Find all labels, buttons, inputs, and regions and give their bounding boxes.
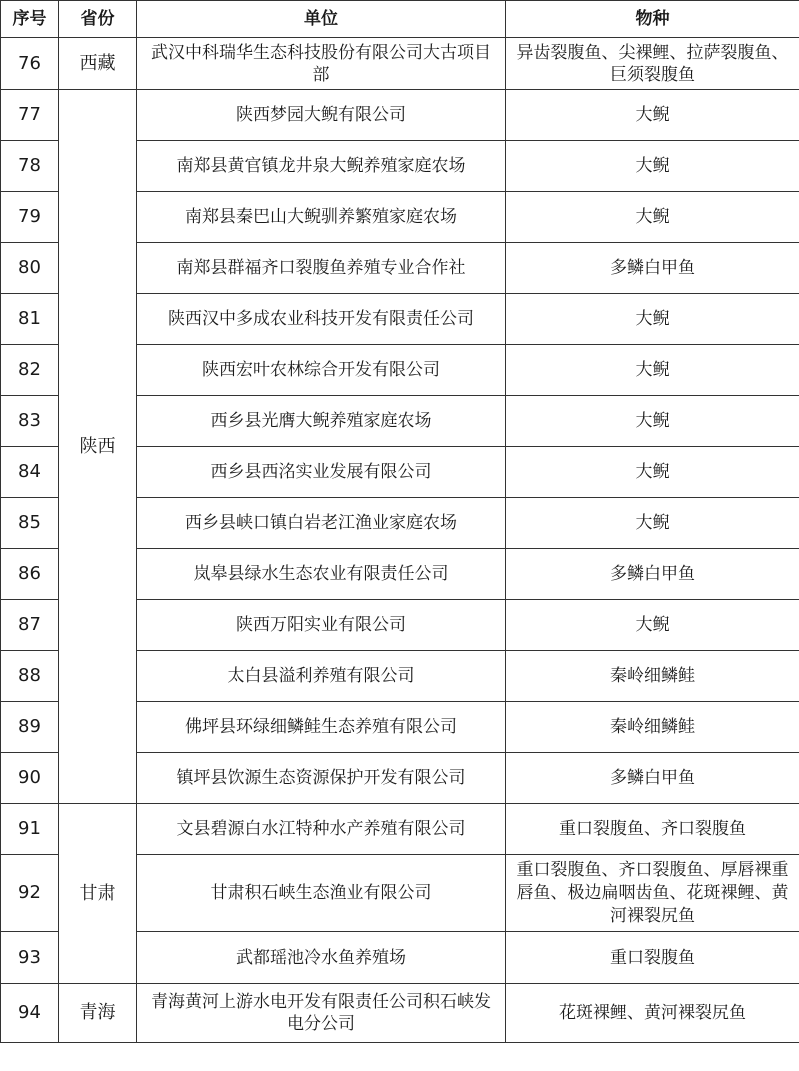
row-unit: 甘肃积石峡生态渔业有限公司 [137, 855, 506, 932]
row-species: 大鲵 [506, 192, 799, 243]
row-unit: 武汉中科瑞华生态科技股份有限公司大古项目部 [137, 38, 506, 90]
row-species: 秦岭细鳞鲑 [506, 651, 799, 702]
row-species: 大鲵 [506, 141, 799, 192]
row-unit: 西乡县光膺大鲵养殖家庭农场 [137, 396, 506, 447]
row-seq: 87 [1, 600, 59, 651]
row-seq: 88 [1, 651, 59, 702]
row-species: 秦岭细鳞鲑 [506, 702, 799, 753]
row-species: 异齿裂腹鱼、尖裸鲤、拉萨裂腹鱼、巨须裂腹鱼 [506, 38, 799, 90]
row-seq: 83 [1, 396, 59, 447]
row-species: 大鲵 [506, 90, 799, 141]
row-unit: 镇坪县饮源生态资源保护开发有限公司 [137, 753, 506, 804]
header-species: 物种 [506, 1, 799, 38]
row-species: 多鳞白甲鱼 [506, 753, 799, 804]
row-species: 大鲵 [506, 345, 799, 396]
row-species: 重口裂腹鱼、齐口裂腹鱼、厚唇裸重唇鱼、极边扁咽齿鱼、花斑裸鲤、黄河裸裂尻鱼 [506, 855, 799, 932]
row-seq: 82 [1, 345, 59, 396]
row-seq: 94 [1, 984, 59, 1043]
row-species: 花斑裸鲤、黄河裸裂尻鱼 [506, 984, 799, 1043]
row-seq: 76 [1, 38, 59, 90]
row-province: 西藏 [59, 38, 137, 90]
row-species: 大鲵 [506, 498, 799, 549]
row-seq: 86 [1, 549, 59, 600]
table-row [1, 90, 799, 141]
row-species: 重口裂腹鱼 [506, 932, 799, 984]
row-unit: 文县碧源白水江特种水产养殖有限公司 [137, 804, 506, 855]
row-species: 大鲵 [506, 294, 799, 345]
row-seq: 77 [1, 90, 59, 141]
table-row [1, 984, 799, 1043]
row-seq: 79 [1, 192, 59, 243]
row-unit: 南郑县黄官镇龙井泉大鲵养殖家庭农场 [137, 141, 506, 192]
row-seq: 89 [1, 702, 59, 753]
row-unit: 太白县溢利养殖有限公司 [137, 651, 506, 702]
row-seq: 80 [1, 243, 59, 294]
row-unit: 南郑县秦巴山大鲵驯养繁殖家庭农场 [137, 192, 506, 243]
row-unit: 陕西宏叶农林综合开发有限公司 [137, 345, 506, 396]
row-species: 重口裂腹鱼、齐口裂腹鱼 [506, 804, 799, 855]
table-row [1, 38, 799, 90]
row-seq: 78 [1, 141, 59, 192]
row-unit: 武都瑶池冷水鱼养殖场 [137, 932, 506, 984]
row-seq: 85 [1, 498, 59, 549]
header-province: 省份 [59, 1, 137, 38]
row-unit: 青海黄河上游水电开发有限责任公司积石峡发电分公司 [137, 984, 506, 1043]
header-unit: 单位 [137, 1, 506, 38]
row-seq: 84 [1, 447, 59, 498]
row-seq: 90 [1, 753, 59, 804]
row-unit: 西乡县峡口镇白岩老江渔业家庭农场 [137, 498, 506, 549]
row-seq: 81 [1, 294, 59, 345]
row-unit: 陕西梦园大鲵有限公司 [137, 90, 506, 141]
row-province: 陕西 [59, 90, 137, 804]
row-province: 青海 [59, 984, 137, 1043]
row-unit: 西乡县西洺实业发展有限公司 [137, 447, 506, 498]
row-species: 大鲵 [506, 600, 799, 651]
row-unit: 南郑县群福齐口裂腹鱼养殖专业合作社 [137, 243, 506, 294]
row-seq: 92 [1, 855, 59, 932]
row-species: 大鲵 [506, 447, 799, 498]
row-unit: 岚皋县绿水生态农业有限责任公司 [137, 549, 506, 600]
row-species: 多鳞白甲鱼 [506, 549, 799, 600]
row-seq: 93 [1, 932, 59, 984]
row-unit: 陕西汉中多成农业科技开发有限责任公司 [137, 294, 506, 345]
row-seq: 91 [1, 804, 59, 855]
row-species: 大鲵 [506, 396, 799, 447]
row-province: 甘肃 [59, 804, 137, 984]
header-seq: 序号 [1, 1, 59, 38]
table-row [1, 804, 799, 855]
row-unit: 陕西万阳实业有限公司 [137, 600, 506, 651]
table-header-row [1, 1, 799, 38]
row-species: 多鳞白甲鱼 [506, 243, 799, 294]
row-unit: 佛坪县环绿细鳞鲑生态养殖有限公司 [137, 702, 506, 753]
